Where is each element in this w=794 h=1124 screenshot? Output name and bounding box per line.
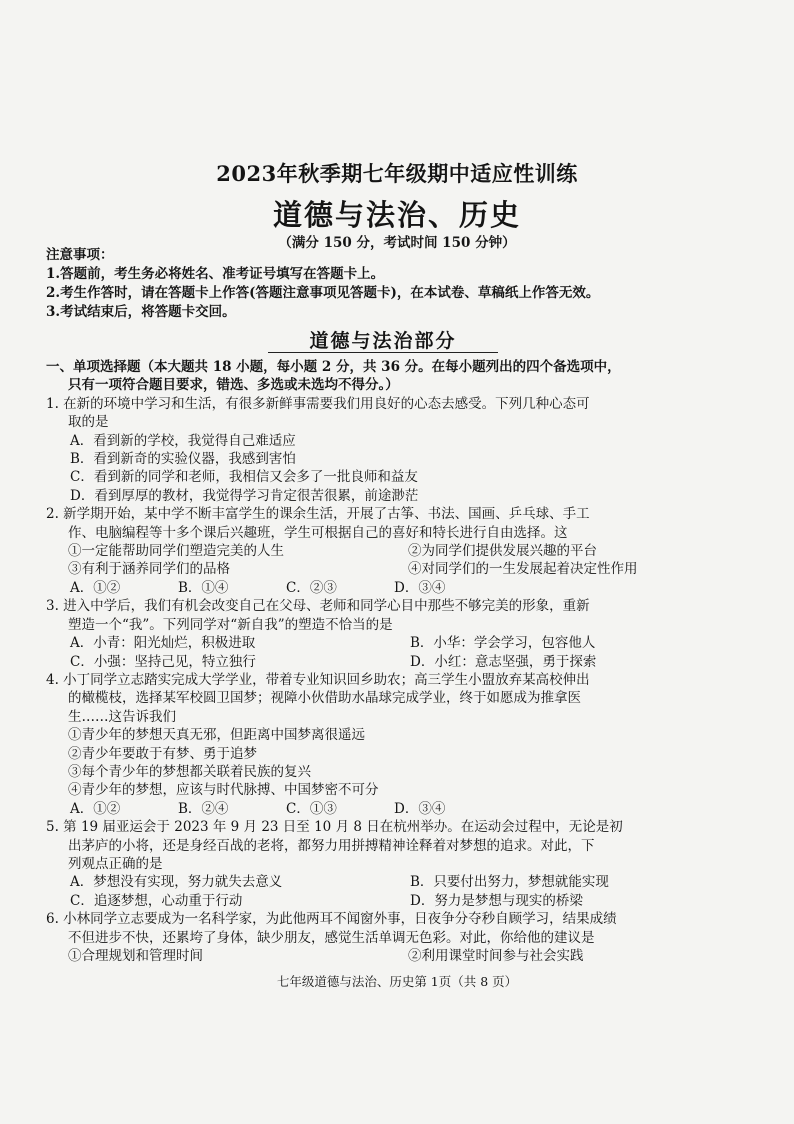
q3-option-c: C．小强：坚持己见，特立独行 (70, 653, 256, 670)
q4-option-d: D．③④ (394, 800, 446, 817)
q2-option-a: A．①② (70, 579, 121, 596)
q4-option-c: C．①③ (286, 800, 337, 817)
q5-option-b: B．只要付出努力，梦想就能实现 (410, 874, 609, 891)
q6-statement-1: ①合理规划和管理时间 (68, 948, 203, 964)
part-heading: 一、单项选择题（本大题共 18 小题，每小题 2 分，共 36 分。在每小题列出的四个备选项中， (46, 359, 621, 375)
q2-statements-row (46, 560, 756, 578)
q1-stem-cont: 取的是 (68, 414, 109, 431)
exam-subject: 道德与法治、历史 (272, 198, 521, 232)
q3-option-d: D．小红：意志坚强，勇于探索 (410, 653, 597, 670)
q5-options-row (46, 873, 756, 891)
part-heading-cont: 只有一项符合题目要求，错选、多选或未选均不得分。） (68, 377, 399, 394)
q3-option-b: B．小华：学会学习，包容他人 (410, 635, 596, 652)
q2-statement-2: ②为同学们提供发展兴趣的平台 (408, 543, 597, 560)
q4-statement-2: ②青少年要敢于有梦、勇于追梦 (68, 745, 257, 762)
q3-stem: 3. 进入中学后，我们有机会改变自己在父母、老师和同学心目中那些不够完美的形象，重新 (46, 598, 590, 615)
q5-option-a: A．梦想没有实现，努力就失去意义 (70, 874, 283, 891)
q3-options-row (46, 634, 756, 652)
q2-options-row (46, 579, 756, 597)
section-title: 道德与法治部分 (309, 330, 457, 352)
note-item: 1.答题前，考生务必将姓名、准考证号填写在答题卡上。 (46, 266, 385, 282)
q4-statement-3: ③每个青少年的梦想都关联着民族的复兴 (68, 763, 311, 780)
q2-statements-row (46, 542, 756, 560)
notes-heading: 注意事项： (46, 247, 114, 263)
q5-option-d: D．努力是梦想与现实的桥梁 (410, 892, 583, 909)
q3-stem-cont: 塑造一个“我”。下列同学对“新自我”的塑造不恰当的是 (68, 616, 393, 633)
q4-options-row (46, 800, 756, 818)
q6-statement-2: ②利用课堂时间参与社会实践 (408, 948, 584, 964)
q1-option-a: A．看到新的学校，我觉得自己难适应 (70, 432, 296, 449)
q6-statements-row (46, 947, 756, 965)
q5-option-c: C．追逐梦想，心动重于行动 (70, 892, 243, 909)
q2-stem-cont: 作、电脑编程等十多个课后兴趣班，学生可根据自己的喜好和特长进行自由选择。这 (68, 524, 568, 541)
q4-stem-cont: 生……这告诉我们 (68, 708, 176, 725)
notes-block (46, 246, 599, 322)
q1-stem: 1. 在新的环境中学习和生活，有很多新鲜事需要我们用良好的心态去感受。下列几种心态可 (46, 395, 590, 412)
q2-option-c: C．②③ (286, 579, 337, 596)
q1-option-c: C．看到新的同学和老师，我相信又会多了一批良师和益友 (70, 469, 418, 486)
q2-option-d: D．③④ (394, 579, 446, 596)
q4-stem-cont: 的橄榄枝，选择某军校圆卫国梦；视障小伙借助水晶球完成学业，终于如愿成为推拿医 (68, 690, 581, 707)
q5-options-row (46, 892, 756, 910)
q2-stem: 2. 新学期开始，某中学不断丰富学生的课余生活，开展了古筝、书法、国画、乒乓球、手工 (46, 506, 590, 523)
note-item: 2.考生作答时，请在答题卡上作答(答题注意事项见答题卡)，在本试卷、草稿纸上作答无效。 (46, 285, 600, 301)
page-footer: 七年级道德与法治、历史第 1页（共 8 页） (276, 974, 518, 989)
q4-option-b: B．②④ (178, 800, 229, 817)
q2-option-b: B．①④ (178, 579, 229, 596)
q4-statement-4: ④青少年的梦想，应该与时代脉搏、中国梦密不可分 (68, 782, 379, 799)
q5-stem-cont: 出茅庐的小将，还是身经百战的老将，都努力用拼搏精神诠释着对梦想的追求。对此，下 (68, 837, 595, 854)
note-item: 3.考试结束后，将答题卡交回。 (46, 304, 236, 320)
q1-option-d: D．看到厚厚的教材，我觉得学习肯定很苦很累，前途渺茫 (70, 487, 419, 504)
exam-info: （满分 150 分，考试时间 150 分钟） (278, 235, 516, 251)
q6-stem-cont: 不但进步不快，还累垮了身体，缺少朋友，感觉生活单调无色彩。对此，你给他的建议是 (68, 929, 595, 946)
q2-statement-3: ③有利于涵养同学们的品格 (68, 561, 230, 578)
q4-stem: 4. 小丁同学立志踏实完成大学学业，带着专业知识回乡助农；高三学生小盟放弃某高校伸出 (46, 671, 590, 688)
q6-stem: 6. 小林同学立志要成为一名科学家，为此他两耳不闻窗外事，日夜争分夺秒自顾学习，结果成绩 (46, 911, 617, 928)
exam-title: 2023年秋季期七年级期中适应性训练 (216, 161, 578, 186)
q2-statement-4: ④对同学们的一生发展起着决定性作用 (408, 561, 638, 578)
q5-stem-cont: 列观点正确的是 (68, 855, 163, 872)
q3-option-a: A．小青：阳光灿烂，积极进取 (70, 635, 256, 652)
q5-stem: 5. 第 19 届亚运会于 2023 年 9 月 23 日至 10 月 8 日在杭州举办。在运动会过程中，无论是初 (46, 819, 623, 836)
questions (46, 358, 756, 965)
q3-options-row (46, 653, 756, 671)
q4-statement-1: ①青少年的梦想天真无邪，但距离中国梦离很遥远 (68, 727, 365, 744)
q4-option-a: A．①② (70, 800, 121, 817)
q2-statement-1: ①一定能帮助同学们塑造完美的人生 (68, 543, 284, 560)
q1-option-b: B．看到新奇的实验仪器，我感到害怕 (70, 451, 296, 468)
